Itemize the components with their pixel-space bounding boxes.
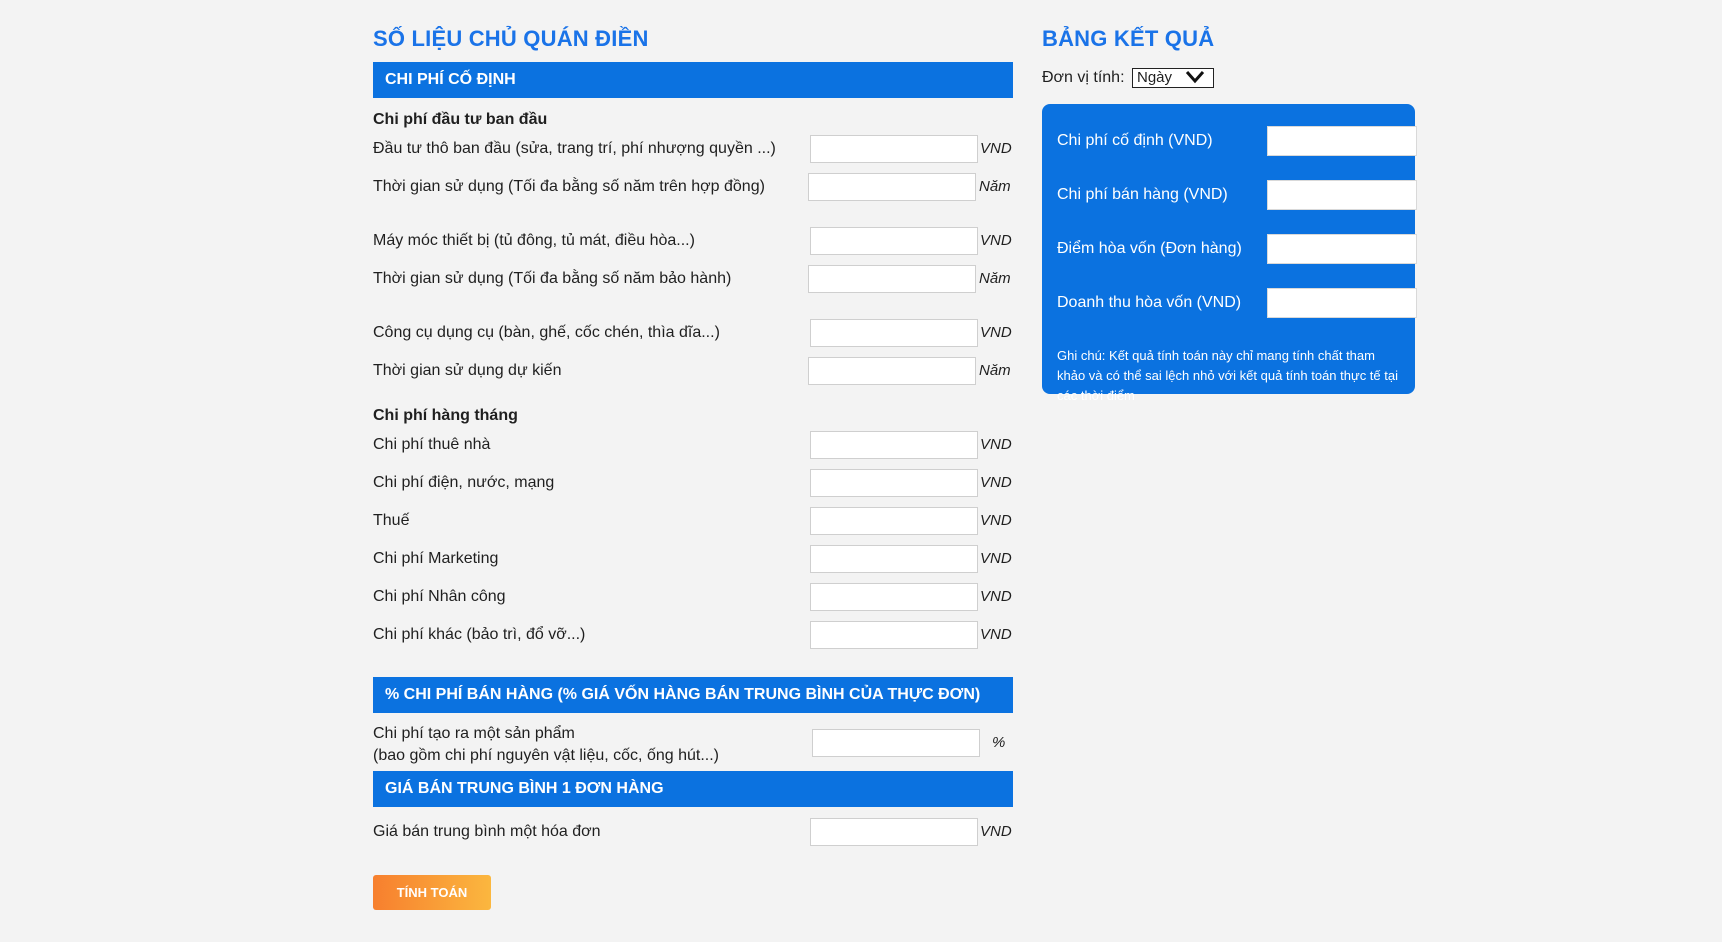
unit-label: VND bbox=[980, 140, 1012, 157]
result-box bbox=[1042, 104, 1415, 403]
chevron-down-icon bbox=[1185, 70, 1205, 88]
form-row-other bbox=[373, 616, 1013, 654]
breakeven-revenue-result[interactable] bbox=[1267, 288, 1417, 318]
sales-cost-result[interactable] bbox=[1267, 180, 1417, 210]
unit-label: VND bbox=[980, 588, 1012, 605]
field-label: Chi phí điện, nước, mạng bbox=[373, 474, 555, 491]
product-cost-percent-input[interactable] bbox=[812, 729, 980, 757]
result-label: Chi phí cố định (VND) bbox=[1057, 132, 1213, 149]
form-row-product-cost bbox=[373, 723, 1013, 771]
unit-label: Năm bbox=[979, 270, 1011, 287]
unit-dropdown[interactable] bbox=[1132, 68, 1214, 88]
unit-label: Năm bbox=[979, 178, 1011, 195]
unit-label: VND bbox=[980, 324, 1012, 341]
result-row-sales-cost bbox=[1057, 180, 1403, 234]
investment-duration-input[interactable] bbox=[808, 173, 976, 201]
form-row-equipment bbox=[373, 222, 1013, 260]
calculate-button[interactable]: TÍNH TOÁN bbox=[373, 875, 491, 910]
field-label: Máy móc thiết bị (tủ đông, tủ mát, điều hòa...) bbox=[373, 232, 695, 249]
field-label: Chi phí thuê nhà bbox=[373, 436, 491, 453]
result-row-fixed-cost bbox=[1057, 126, 1403, 180]
form-row-utilities bbox=[373, 464, 1013, 502]
marketing-input[interactable] bbox=[810, 545, 978, 573]
field-label: Giá bán trung bình một hóa đơn bbox=[373, 823, 601, 840]
unit-label: VND bbox=[980, 474, 1012, 491]
result-label: Chi phí bán hàng (VND) bbox=[1057, 186, 1228, 203]
other-cost-input[interactable] bbox=[810, 621, 978, 649]
unit-dropdown-value: Ngày bbox=[1136, 68, 1173, 86]
field-label: Thời gian sử dụng (Tối đa bằng số năm trên hợp đồng) bbox=[373, 178, 765, 195]
tools-cost-input[interactable] bbox=[810, 319, 978, 347]
field-label: Chi phí Marketing bbox=[373, 550, 499, 567]
unit-label: Năm bbox=[979, 362, 1011, 379]
field-label-line2: (bao gồm chi phí nguyên vật liệu, cốc, ống hút...) bbox=[373, 747, 719, 764]
field-label: Đầu tư thô ban đầu (sửa, trang trí, phí nhượng quyền ...) bbox=[373, 140, 776, 157]
input-panel bbox=[373, 22, 1013, 910]
form-row-equipment-duration bbox=[373, 260, 1013, 298]
result-row-breakeven-revenue bbox=[1057, 288, 1403, 342]
form-row-marketing bbox=[373, 540, 1013, 578]
monthly-cost-group-title: Chi phí hàng tháng bbox=[373, 407, 518, 424]
result-note: Ghi chú: Kết quả tính toán này chỉ mang tính chất tham khảo và có thể sai lệch nhỏ với kết quả tính toán thực tế tại các thời điểm bbox=[1057, 348, 1398, 403]
unit-label: VND bbox=[980, 550, 1012, 567]
equipment-duration-input[interactable] bbox=[808, 265, 976, 293]
unit-label: VND bbox=[980, 823, 1012, 840]
form-row-investment-duration bbox=[373, 168, 1013, 206]
unit-label: VND bbox=[980, 626, 1012, 643]
fixed-cost-header: CHI PHÍ CỐ ĐỊNH bbox=[373, 62, 1013, 98]
result-label: Doanh thu hòa vốn (VND) bbox=[1057, 294, 1242, 311]
result-row-breakeven-orders bbox=[1057, 234, 1403, 288]
unit-selector-label: Đơn vị tính: bbox=[1042, 69, 1125, 86]
rent-input[interactable] bbox=[810, 431, 978, 459]
unit-label: VND bbox=[980, 232, 1012, 249]
field-label: Công cụ dụng cụ (bàn, ghế, cốc chén, thìa dĩa...) bbox=[373, 324, 720, 341]
result-title: BẢNG KẾT QUẢ bbox=[1042, 26, 1215, 51]
field-label: Thời gian sử dụng dự kiến bbox=[373, 362, 562, 379]
field-label: Thời gian sử dụng (Tối đa bằng số năm bảo hành) bbox=[373, 270, 732, 287]
form-row-labor bbox=[373, 578, 1013, 616]
form-row-tools-duration bbox=[373, 352, 1013, 390]
equipment-cost-input[interactable] bbox=[810, 227, 978, 255]
form-row-tax bbox=[373, 502, 1013, 540]
result-panel bbox=[1042, 22, 1415, 403]
form-row-initial-investment bbox=[373, 130, 1013, 168]
initial-investment-group-title: Chi phí đầu tư ban đầu bbox=[373, 111, 548, 128]
sales-cost-header: % CHI PHÍ BÁN HÀNG (% GIÁ VỐN HÀNG BÁN TRUNG BÌNH CỦA THỰC ĐƠN) bbox=[373, 677, 1013, 713]
field-label-line1: Chi phí tạo ra một sản phẩm bbox=[373, 725, 575, 742]
field-label: Chi phí Nhân công bbox=[373, 588, 506, 605]
form-row-tools bbox=[373, 314, 1013, 352]
field-label: Thuế bbox=[373, 512, 410, 529]
tools-duration-input[interactable] bbox=[808, 357, 976, 385]
unit-label: % bbox=[992, 734, 1006, 751]
unit-selector-row bbox=[1042, 64, 1415, 92]
utilities-input[interactable] bbox=[810, 469, 978, 497]
tax-input[interactable] bbox=[810, 507, 978, 535]
result-label: Điểm hòa vốn (Đơn hàng) bbox=[1057, 240, 1242, 257]
form-row-rent bbox=[373, 426, 1013, 464]
initial-investment-input[interactable] bbox=[810, 135, 978, 163]
fixed-cost-result[interactable] bbox=[1267, 126, 1417, 156]
field-label: Chi phí khác (bảo trì, đổ vỡ...) bbox=[373, 626, 586, 643]
page-title: SỐ LIỆU CHỦ QUÁN ĐIỀN bbox=[373, 26, 649, 51]
average-price-input[interactable] bbox=[810, 818, 978, 846]
form-row-average-price bbox=[373, 813, 1013, 851]
unit-label: VND bbox=[980, 512, 1012, 529]
average-price-header: GIÁ BÁN TRUNG BÌNH 1 ĐƠN HÀNG bbox=[373, 771, 1013, 807]
breakeven-orders-result[interactable] bbox=[1267, 234, 1417, 264]
field-label bbox=[373, 723, 719, 767]
unit-label: VND bbox=[980, 436, 1012, 453]
labor-input[interactable] bbox=[810, 583, 978, 611]
